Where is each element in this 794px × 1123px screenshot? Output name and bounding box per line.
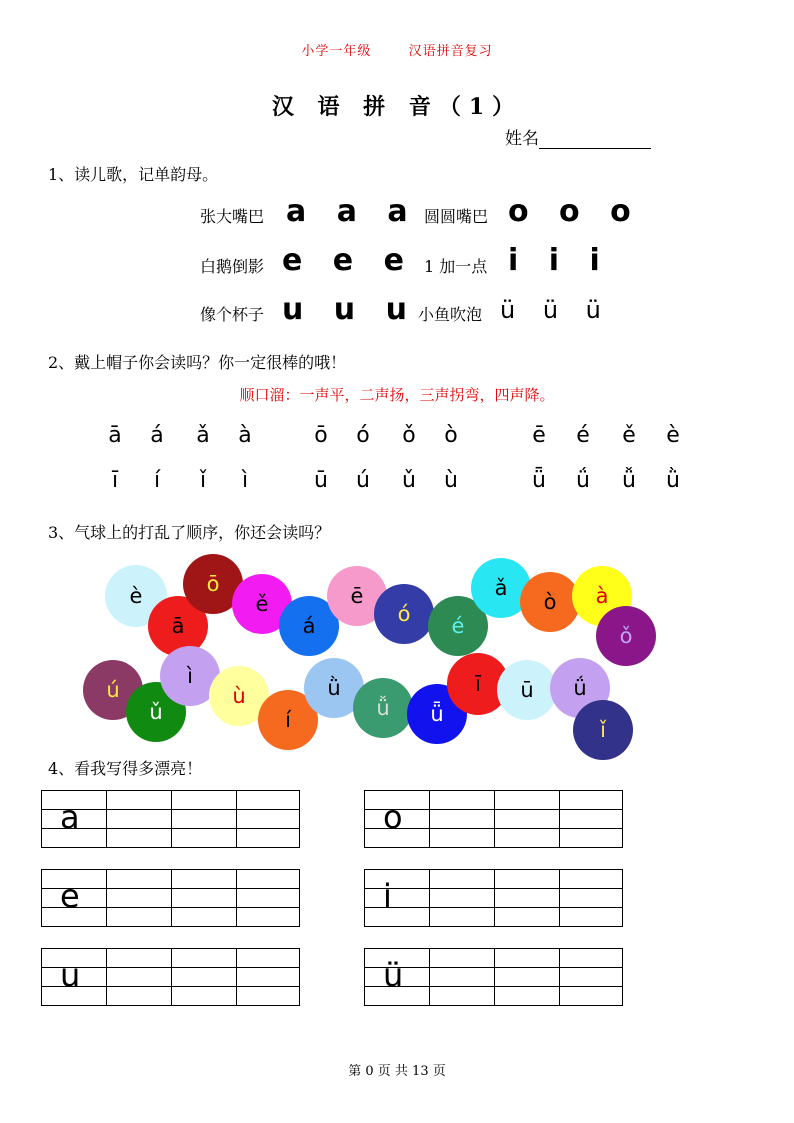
verse-1-right-letters: o o o (508, 194, 641, 229)
verse-2-left-letters: e e e (282, 243, 414, 278)
tone-letter: ó (356, 423, 370, 448)
verse-3-right-letters: ü ü ü (500, 296, 611, 324)
name-field[interactable] (505, 124, 651, 149)
balloon-letter: ú (106, 678, 120, 702)
verse-2-right-letters: i i i (508, 243, 610, 278)
balloon-letter: í (285, 708, 291, 732)
verse-1-right: 圆圆嘴巴 (424, 207, 489, 226)
balloon-letter: ī (475, 672, 481, 696)
balloon (497, 660, 557, 720)
balloon-letter: ò (543, 590, 557, 614)
tone-letter: à (238, 423, 252, 448)
header-subject: 汉语拼音复习 (408, 44, 493, 59)
tone-letter: ū (314, 468, 328, 493)
balloon-letter: ǖ (430, 702, 444, 726)
tone-letter: ǔ (402, 468, 416, 493)
verse-2-right: 1 加一点 (424, 257, 488, 276)
balloon-letter: á (302, 614, 316, 638)
writing-grid[interactable] (364, 869, 623, 927)
balloon-letter: ǐ (600, 718, 606, 742)
tone-letter: ǜ (666, 468, 680, 493)
name-blank-line[interactable] (539, 130, 651, 149)
grid-sample-letter: ü (383, 956, 404, 994)
tone-letter: ǐ (199, 468, 207, 493)
tone-letter: ú (356, 468, 370, 493)
grid-sample-letter: e (60, 877, 80, 915)
writing-grid[interactable] (364, 790, 623, 848)
writing-grid[interactable] (41, 790, 300, 848)
tone-letter: ō (314, 423, 328, 448)
balloon-letter: ǜ (327, 676, 341, 700)
header-grade: 小学一年级 (301, 44, 372, 59)
tone-letter: ī (111, 468, 119, 493)
grid-sample-letter: o (383, 798, 403, 836)
verse-2-left: 白鹅倒影 (200, 257, 265, 276)
balloon-letter: ǚ (376, 696, 390, 720)
balloon (374, 584, 434, 644)
question-1-label: 1、读儿歌，记单韵母。 (48, 165, 219, 184)
balloon (520, 572, 580, 632)
verse-1-left-letters: a a a (286, 194, 418, 229)
tone-letter: ǖ (532, 468, 546, 493)
balloon-letter: ě (255, 592, 269, 616)
verse-3-left: 像个杯子 (200, 305, 265, 324)
balloon-letter: à (595, 584, 609, 608)
balloon-letter: ó (397, 602, 411, 626)
balloon-letter: ì (187, 664, 193, 688)
balloon-letter: è (129, 584, 143, 608)
balloon-letter: ǎ (494, 576, 508, 600)
question-2-label: 2、戴上帽子你会读吗？你一定很棒的哦！ (48, 353, 347, 372)
balloon-letter: ǒ (619, 624, 633, 648)
balloon-letter: ǔ (149, 700, 163, 724)
balloon (596, 606, 656, 666)
balloon (353, 678, 413, 738)
tone-letter: í (153, 468, 161, 493)
question-4-label: 4、看我写得多漂亮！ (48, 759, 203, 778)
tone-letter: ǒ (402, 423, 416, 448)
balloon-letter: ā (171, 614, 185, 638)
tone-letter: ù (444, 468, 458, 493)
tone-letter: è (666, 423, 680, 448)
tone-letter: é (576, 423, 590, 448)
balloon-letter: é (451, 614, 465, 638)
tone-letter: ǚ (622, 468, 636, 493)
tone-letter: ǎ (196, 423, 210, 448)
verse-3-right: 小鱼吹泡 (418, 305, 483, 324)
tone-rhyme: 顺口溜：一声平，二声扬，三声拐弯，四声降。 (239, 386, 555, 404)
balloon-letter: ǘ (573, 676, 587, 700)
writing-grid[interactable] (41, 869, 300, 927)
tone-letter: ě (622, 423, 636, 448)
writing-grid[interactable] (364, 948, 623, 1006)
balloon-letter: ō (206, 572, 220, 596)
grid-sample-letter: a (60, 798, 80, 836)
verse-1-left: 张大嘴巴 (200, 207, 265, 226)
balloon (573, 700, 633, 760)
balloon-letter: ē (350, 584, 364, 608)
balloon-letter: ū (520, 678, 534, 702)
verse-3-left-letters: u u u (282, 292, 417, 327)
page-header (0, 40, 794, 59)
balloon-letter: ù (232, 684, 246, 708)
name-label: 姓名 (505, 129, 539, 149)
tone-letter: ò (444, 423, 458, 448)
tone-letter: á (150, 423, 164, 448)
writing-grid[interactable] (41, 948, 300, 1006)
tone-letter: ē (532, 423, 546, 448)
grid-sample-letter: i (383, 877, 392, 915)
tone-letter: ì (241, 468, 249, 493)
page-footer: 第 0 页 共 13 页 (348, 1064, 446, 1079)
tone-letter: ǘ (576, 468, 590, 493)
tone-letter: ā (108, 423, 122, 448)
page-title: 汉 语 拼 音（1） (271, 94, 523, 120)
grid-sample-letter: u (60, 956, 81, 994)
question-3-label: 3、气球上的打乱了顺序，你还会读吗？ (48, 523, 331, 542)
